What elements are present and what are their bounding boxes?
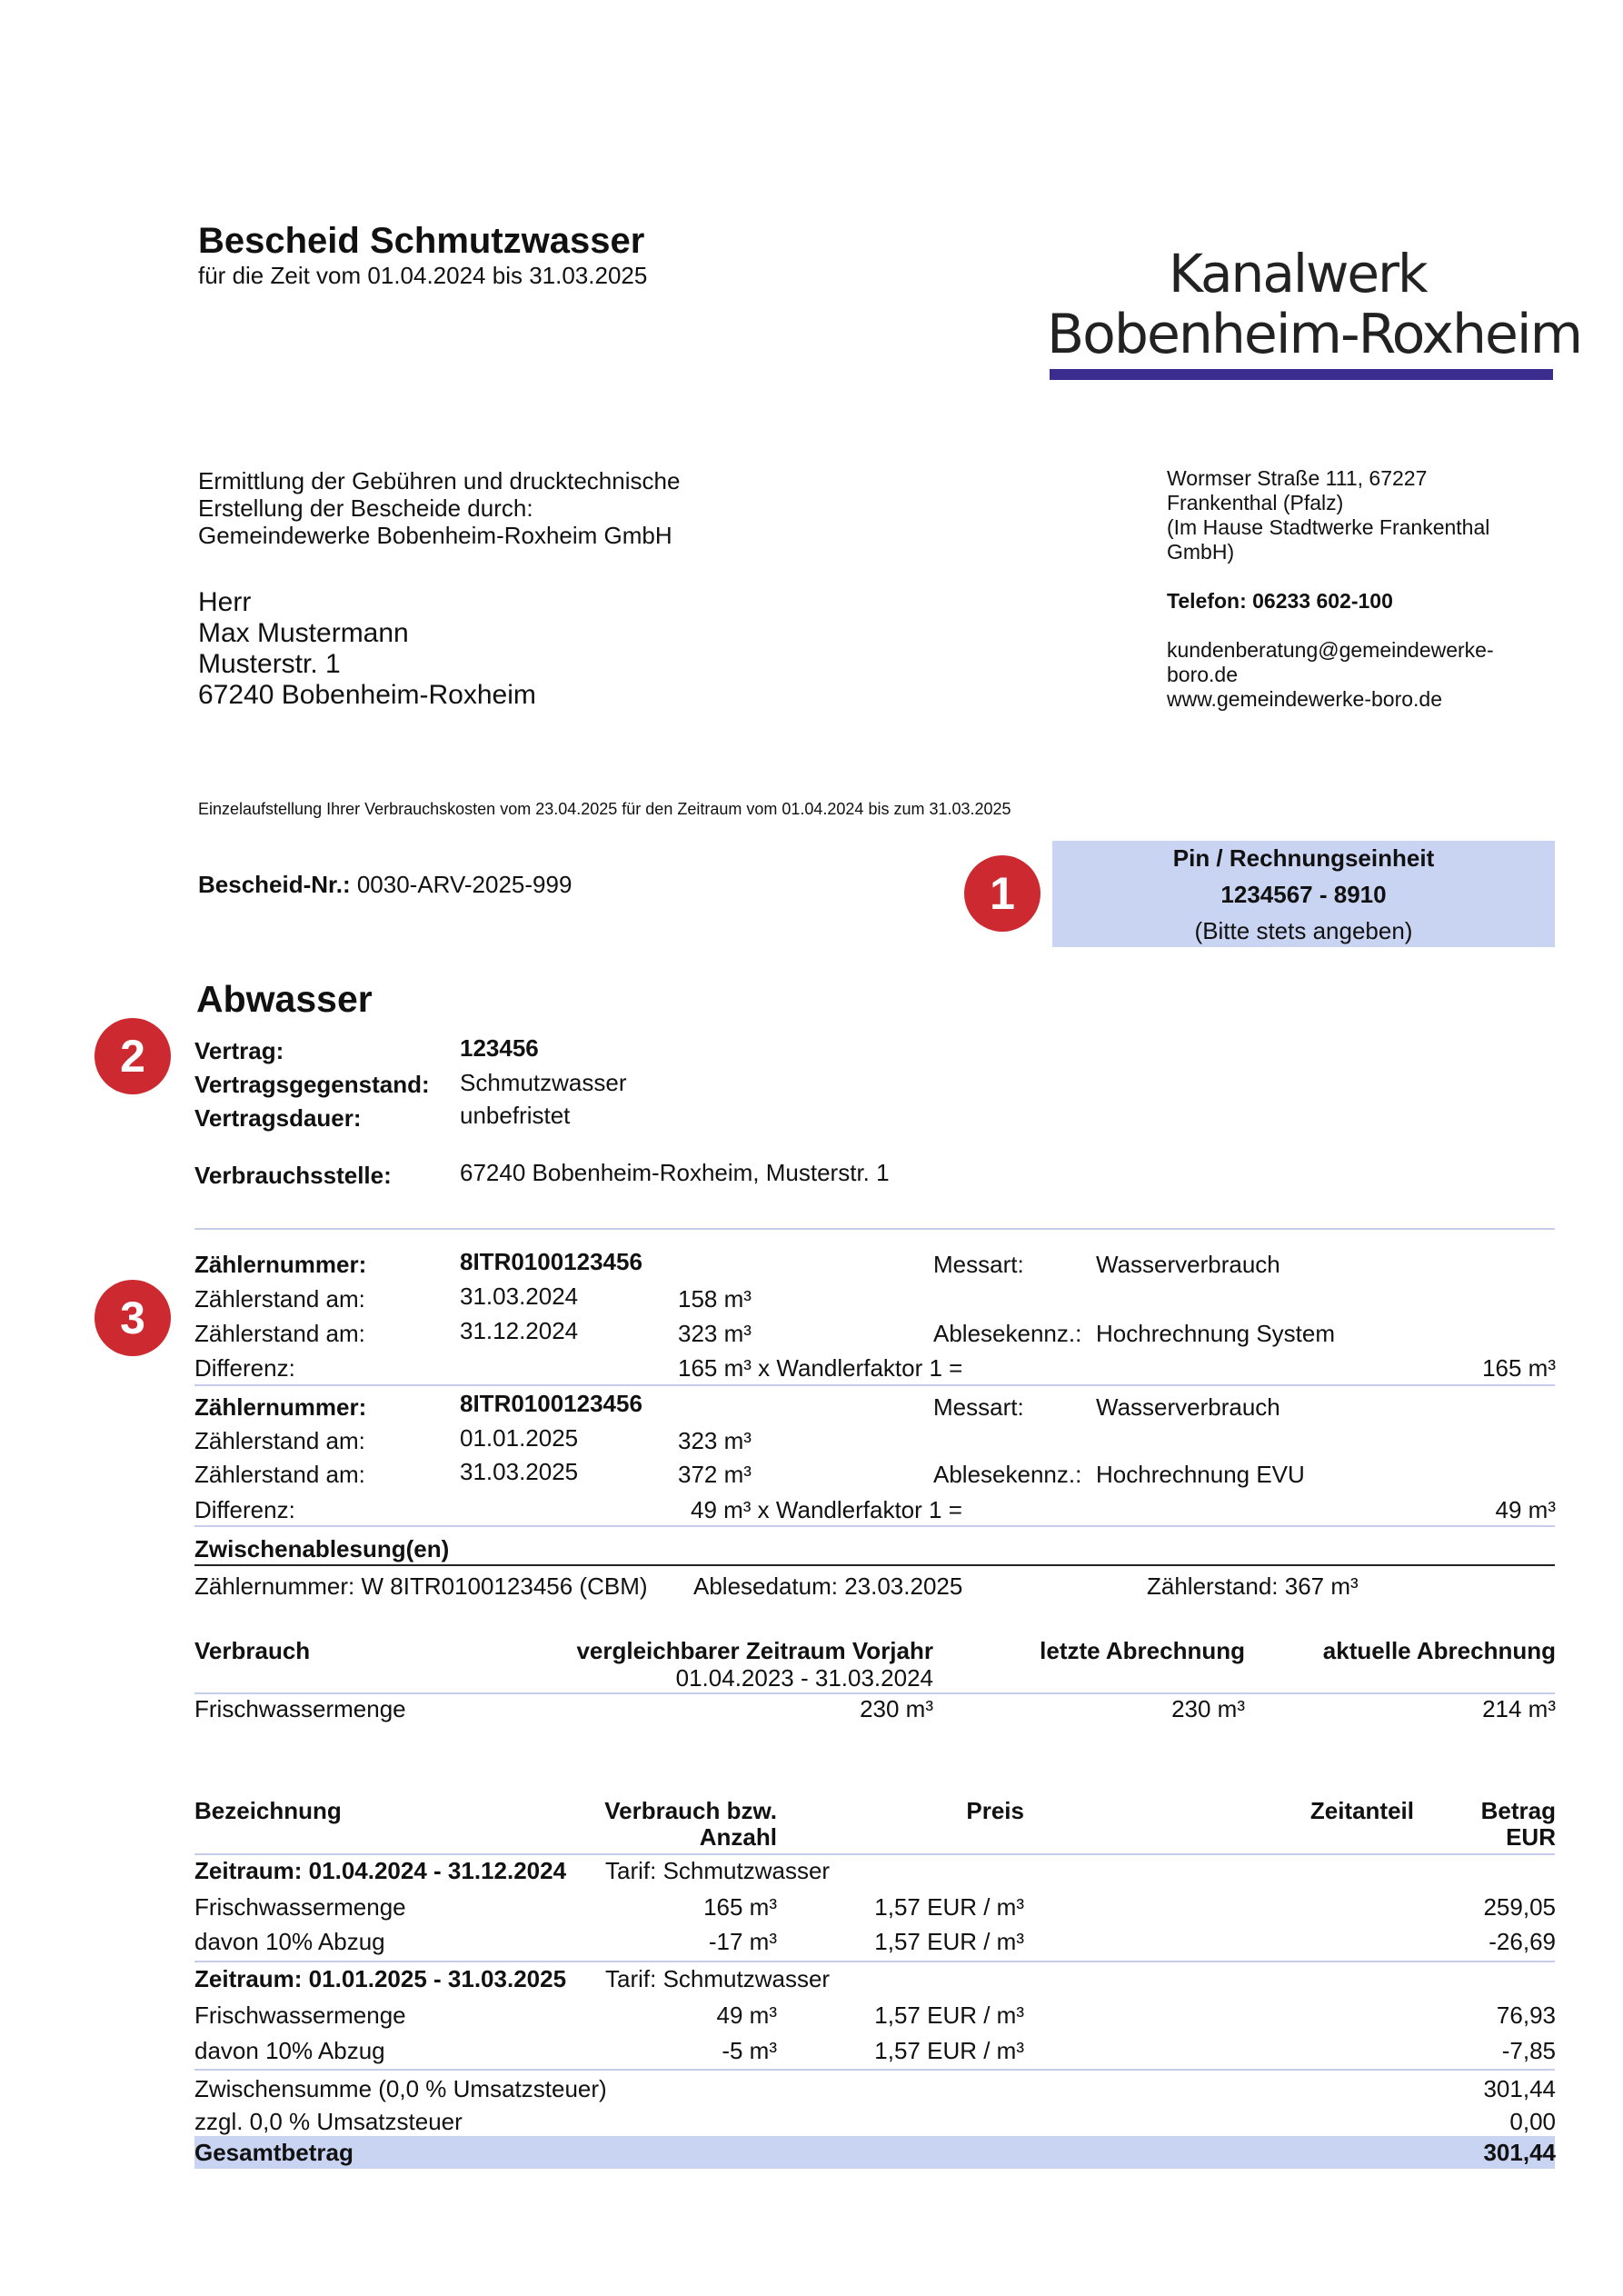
difference-formula: 165 m³ x Wandlerfaktor 1 = xyxy=(678,1354,963,1382)
meter-reading-value: 372 m³ xyxy=(678,1461,752,1488)
contact-email-1[interactable]: kundenberatung@gemeindewerke- xyxy=(1167,638,1494,662)
contact-website[interactable]: www.gemeindewerke-boro.de xyxy=(1167,687,1442,711)
reading-code-value: Hochrechnung System xyxy=(1096,1320,1336,1347)
cost-row-amount: -26,69 xyxy=(1489,1928,1556,1955)
meter-reading-label: Zählerstand am: xyxy=(194,1320,365,1347)
issuer-line-1: Ermittlung der Gebühren und drucktechnische xyxy=(198,467,681,494)
cost-row-amount: 76,93 xyxy=(1496,2002,1556,2029)
divider xyxy=(194,1853,1555,1855)
bescheid-number xyxy=(198,871,572,898)
difference-label: Differenz: xyxy=(194,1496,295,1523)
meter-number-label: Zählernummer: xyxy=(194,1393,367,1421)
divider xyxy=(194,1384,1555,1386)
contact-address-1: Wormser Straße 111, 67227 xyxy=(1167,466,1428,490)
meter-number-label: Zählernummer: xyxy=(194,1251,367,1278)
column-header-quantity-2: Anzahl xyxy=(699,1823,777,1851)
contract-subject-label: Vertragsgegenstand: xyxy=(194,1071,430,1098)
meter-reading-value: 158 m³ xyxy=(678,1285,752,1313)
cost-row-quantity: 165 m³ xyxy=(703,1893,777,1921)
meter-number-value: 8ITR0100123456 xyxy=(460,1390,642,1417)
subtotal-label: Zwischensumme (0,0 % Umsatzsteuer) xyxy=(194,2075,607,2102)
issuer-line-3: Gemeindewerke Bobenheim-Roxheim GmbH xyxy=(198,522,672,549)
marker-badge-1: 1 xyxy=(964,855,1041,932)
meter-reading-label: Zählerstand am: xyxy=(194,1427,365,1454)
bescheid-number-label: Bescheid-Nr.: xyxy=(198,871,351,898)
meter-reading-date: 31.12.2024 xyxy=(460,1317,579,1344)
contact-address-3: (Im Hause Stadtwerke Frankenthal xyxy=(1167,515,1490,539)
column-header-consumption: Verbrauch xyxy=(194,1637,311,1664)
difference-formula: 49 m³ x Wandlerfaktor 1 = xyxy=(691,1496,962,1523)
consumption-last-bill: 230 m³ xyxy=(1171,1695,1245,1722)
meter-reading-label: Zählerstand am: xyxy=(194,1285,365,1313)
meter-reading-label: Zählerstand am: xyxy=(194,1461,365,1488)
meter-reading-date: 31.03.2024 xyxy=(460,1283,579,1310)
logo-underline xyxy=(1050,369,1553,380)
column-header-previous-year: vergleichbarer Zeitraum Vorjahr xyxy=(576,1637,933,1664)
pin-note: (Bitte stets angeben) xyxy=(1194,917,1413,944)
bescheid-number-value: 0030-ARV-2025-999 xyxy=(356,871,573,898)
meter-reading-value: 323 m³ xyxy=(678,1320,752,1347)
contact-phone: Telefon: 06233 602-100 xyxy=(1167,589,1393,613)
reading-code-label: Ablesekennz.: xyxy=(933,1461,1082,1488)
logo-line-2: Bobenheim-Roxheim xyxy=(1047,303,1582,366)
reading-code-value: Hochrechnung EVU xyxy=(1096,1461,1305,1488)
period-label: Zeitraum: 01.01.2025 - 31.03.2025 xyxy=(194,1965,567,1992)
contact-address-4: GmbH) xyxy=(1167,540,1235,564)
meter-reading-date: 31.03.2025 xyxy=(460,1458,579,1485)
reading-code-label: Ablesekennz.: xyxy=(933,1320,1082,1347)
period-label: Zeitraum: 01.04.2024 - 31.12.2024 xyxy=(194,1857,567,1884)
cost-row-quantity: -5 m³ xyxy=(722,2037,777,2064)
marker-badge-3: 3 xyxy=(95,1280,171,1356)
contract-duration-value: unbefristet xyxy=(460,1102,571,1129)
contract-label: Vertrag: xyxy=(194,1037,284,1064)
column-header-description: Bezeichnung xyxy=(194,1797,342,1824)
consumption-point-value: 67240 Bobenheim-Roxheim, Musterstr. 1 xyxy=(460,1159,890,1186)
recipient-city: 67240 Bobenheim-Roxheim xyxy=(198,680,536,710)
recipient-name: Max Mustermann xyxy=(198,618,409,648)
section-title: Abwasser xyxy=(196,978,373,1020)
column-header-time-share: Zeitanteil xyxy=(1309,1797,1414,1824)
total-amount: 301,44 xyxy=(1483,2139,1556,2166)
cost-row-amount: 259,05 xyxy=(1483,1893,1556,1921)
column-header-amount: Betrag xyxy=(1480,1797,1556,1824)
vat-amount: 0,00 xyxy=(1509,2108,1556,2135)
difference-result: 165 m³ xyxy=(1482,1354,1556,1382)
meter-number-value: 8ITR0100123456 xyxy=(460,1248,642,1275)
cost-row-amount: -7,85 xyxy=(1501,2037,1556,2064)
cost-row-price: 1,57 EUR / m³ xyxy=(874,2002,1024,2029)
marker-badge-2: 2 xyxy=(95,1018,171,1094)
measure-type-value: Wasserverbrauch xyxy=(1096,1393,1280,1421)
cost-row-description: Frischwassermenge xyxy=(194,1893,406,1921)
cost-row-quantity: -17 m³ xyxy=(708,1928,777,1955)
interim-readings-title: Zwischenablesung(en) xyxy=(194,1535,450,1562)
cost-row-price: 1,57 EUR / m³ xyxy=(874,1928,1024,1955)
divider xyxy=(194,2069,1555,2071)
column-header-price: Preis xyxy=(966,1797,1024,1824)
contact-email-2[interactable]: boro.de xyxy=(1167,663,1239,686)
interim-divider xyxy=(194,1564,1555,1566)
subtotal-amount: 301,44 xyxy=(1483,2075,1556,2102)
meter-reading-date: 01.01.2025 xyxy=(460,1424,579,1452)
column-header-amount-2: EUR xyxy=(1506,1823,1556,1851)
meter-reading-value: 323 m³ xyxy=(678,1427,752,1454)
pin-title: Pin / Rechnungseinheit xyxy=(1172,844,1435,872)
measure-type-label: Messart: xyxy=(933,1393,1024,1421)
logo-line-1: Kanalwerk xyxy=(1169,243,1427,304)
tariff-label: Tarif: Schmutzwasser xyxy=(605,1857,831,1884)
statement-note: Einzelaufstellung Ihrer Verbrauchskosten vom 23.04.2025 für den Zeitraum vom 01.04.2024 bis zum 31.03.2025 xyxy=(198,800,1011,818)
difference-label: Differenz: xyxy=(194,1354,295,1382)
divider xyxy=(194,1228,1555,1230)
issuer-line-2: Erstellung der Bescheide durch: xyxy=(198,494,533,522)
contact-address-2: Frankenthal (Pfalz) xyxy=(1167,491,1344,514)
cost-row-quantity: 49 m³ xyxy=(716,2002,777,2029)
divider xyxy=(194,1525,1555,1527)
vat-label: zzgl. 0,0 % Umsatzsteuer xyxy=(194,2108,463,2135)
consumption-row-label: Frischwassermenge xyxy=(194,1695,406,1722)
recipient-street: Musterstr. 1 xyxy=(198,649,341,679)
contract-subject-value: Schmutzwasser xyxy=(460,1069,627,1096)
divider xyxy=(194,1961,1555,1962)
previous-year-period: 01.04.2023 - 31.03.2024 xyxy=(675,1664,933,1692)
interim-meter: Zählernummer: W 8ITR0100123456 (CBM) xyxy=(194,1572,648,1600)
total-label: Gesamtbetrag xyxy=(194,2139,353,2166)
tariff-label: Tarif: Schmutzwasser xyxy=(605,1965,831,1992)
cost-row-price: 1,57 EUR / m³ xyxy=(874,1893,1024,1921)
contract-value: 123456 xyxy=(460,1034,539,1062)
column-header-last-bill: letzte Abrechnung xyxy=(1040,1637,1245,1664)
recipient-salutation: Herr xyxy=(198,587,252,617)
consumption-point-label: Verbrauchsstelle: xyxy=(194,1162,392,1189)
cost-row-price: 1,57 EUR / m³ xyxy=(874,2037,1024,2064)
consumption-current-bill: 214 m³ xyxy=(1482,1695,1556,1722)
measure-type-value: Wasserverbrauch xyxy=(1096,1251,1280,1278)
total-highlight-bar xyxy=(194,2136,1555,2169)
pin-value: 1234567 - 8910 xyxy=(1220,881,1387,908)
divider xyxy=(194,1692,1555,1694)
document-title: Bescheid Schmutzwasser xyxy=(198,221,645,261)
difference-result: 49 m³ xyxy=(1495,1496,1556,1523)
column-header-current-bill: aktuelle Abrechnung xyxy=(1322,1637,1556,1664)
column-header-quantity: Verbrauch bzw. xyxy=(604,1797,777,1824)
cost-row-description: davon 10% Abzug xyxy=(194,2037,385,2064)
cost-row-description: davon 10% Abzug xyxy=(194,1928,385,1955)
measure-type-label: Messart: xyxy=(933,1251,1024,1278)
contract-duration-label: Vertragsdauer: xyxy=(194,1104,362,1132)
document-subtitle: für die Zeit vom 01.04.2024 bis 31.03.2025 xyxy=(198,262,648,289)
interim-date: Ablesedatum: 23.03.2025 xyxy=(693,1572,963,1600)
cost-row-description: Frischwassermenge xyxy=(194,2002,406,2029)
consumption-previous-year: 230 m³ xyxy=(860,1695,933,1722)
interim-reading: Zählerstand: 367 m³ xyxy=(1147,1572,1359,1600)
